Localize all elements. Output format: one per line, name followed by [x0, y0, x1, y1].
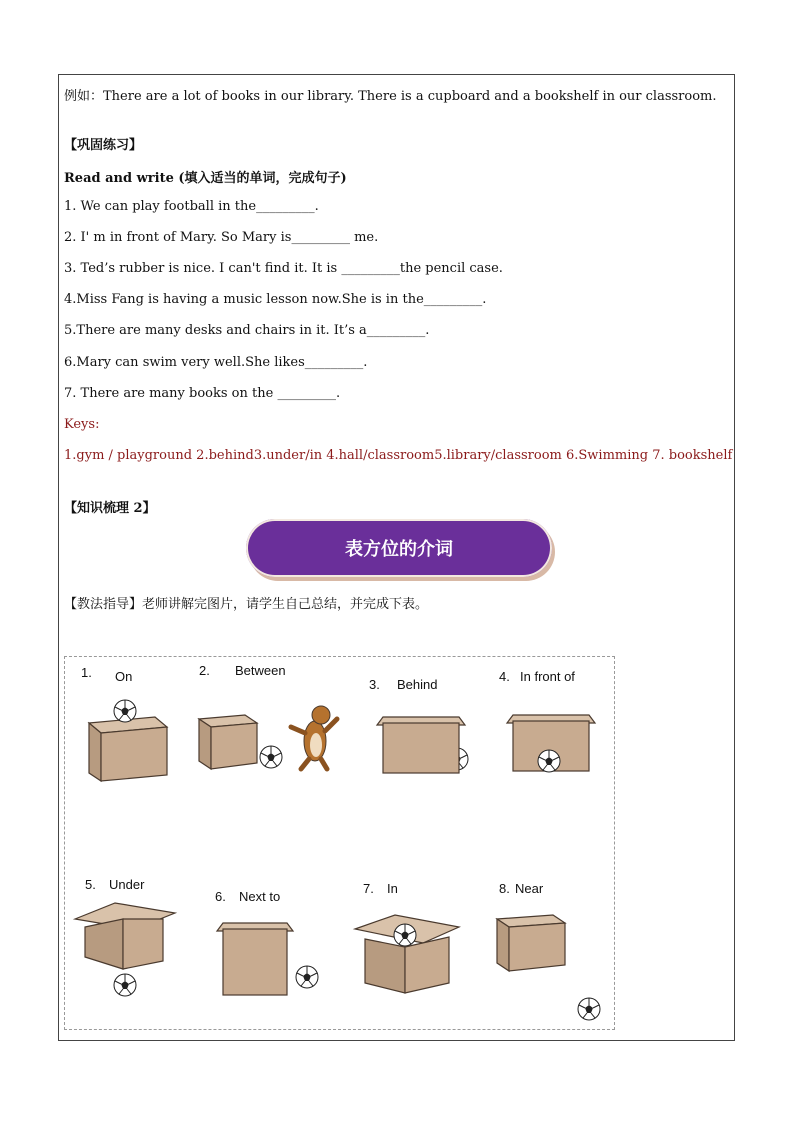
label-number: 2. — [199, 663, 210, 678]
exercise-item: 2. I' m in front of Mary. So Mary is_________ me. — [64, 230, 379, 245]
label-number: 4. — [499, 669, 510, 684]
exercise-item: 4.Miss Fang is having a music lesson now.She is in the_________. — [64, 292, 487, 307]
exercise-item: 7. There are many books on the _________. — [64, 386, 341, 401]
scene-near — [497, 915, 600, 1020]
teaching-guide: 【教法指导】老师讲解完图片，请学生自己总结，并完成下表。 — [64, 597, 429, 612]
label-number: 3. — [369, 677, 380, 692]
label-word: Behind — [397, 677, 438, 692]
section-title-knowledge: 【知识梳理 2】 — [64, 501, 156, 516]
label-number: 5. — [85, 877, 96, 892]
exercise-item: 5.There are many desks and chairs in it. It’s a_________. — [64, 323, 430, 338]
label-word: Near — [515, 881, 544, 896]
example-line: 例如：There are a lot of books in our library. There is a cupboard and a bookshelf in our classroom. — [64, 89, 717, 104]
label-word: In — [387, 881, 398, 896]
scene-under — [75, 903, 175, 996]
scene-between — [199, 706, 337, 769]
keys-answers: 1.gym / playground 2.behind3.under/in 4.hall/classroom5.library/classroom 6.Swimming 7. bookshelf — [64, 448, 733, 463]
label-word: Between — [235, 663, 286, 678]
label-number: 1. — [81, 665, 92, 680]
scene-next-to — [217, 923, 318, 995]
label-number: 6. — [215, 889, 226, 904]
scene-on — [89, 700, 167, 781]
illustration-drawing — [65, 657, 616, 1031]
exercise-item: 3. Ted’s rubber is nice. I can't find it. It is _________the pencil case. — [64, 261, 503, 276]
keys-label: Keys: — [64, 417, 100, 432]
label-word: On — [115, 669, 133, 684]
section-title-practice: 【巩固练习】 — [64, 138, 143, 153]
exercise-item: 1. We can play football in the_________. — [64, 199, 319, 214]
scene-in — [355, 915, 459, 993]
exercise-instruction: Read and write (填入适当的单词，完成句子) — [64, 171, 347, 186]
scene-behind — [377, 717, 468, 773]
scene-in-front-of — [507, 715, 595, 772]
label-number: 8. — [499, 881, 510, 896]
label-word: Under — [109, 877, 145, 892]
label-word: Next to — [239, 889, 281, 904]
label-number: 7. — [363, 881, 374, 896]
exercise-item: 6.Mary can swim very well.She likes_________. — [64, 355, 368, 370]
prepositions-illustration — [64, 656, 615, 1030]
topic-banner: 表方位的介词 — [246, 519, 552, 577]
label-word: In front of — [520, 669, 575, 684]
